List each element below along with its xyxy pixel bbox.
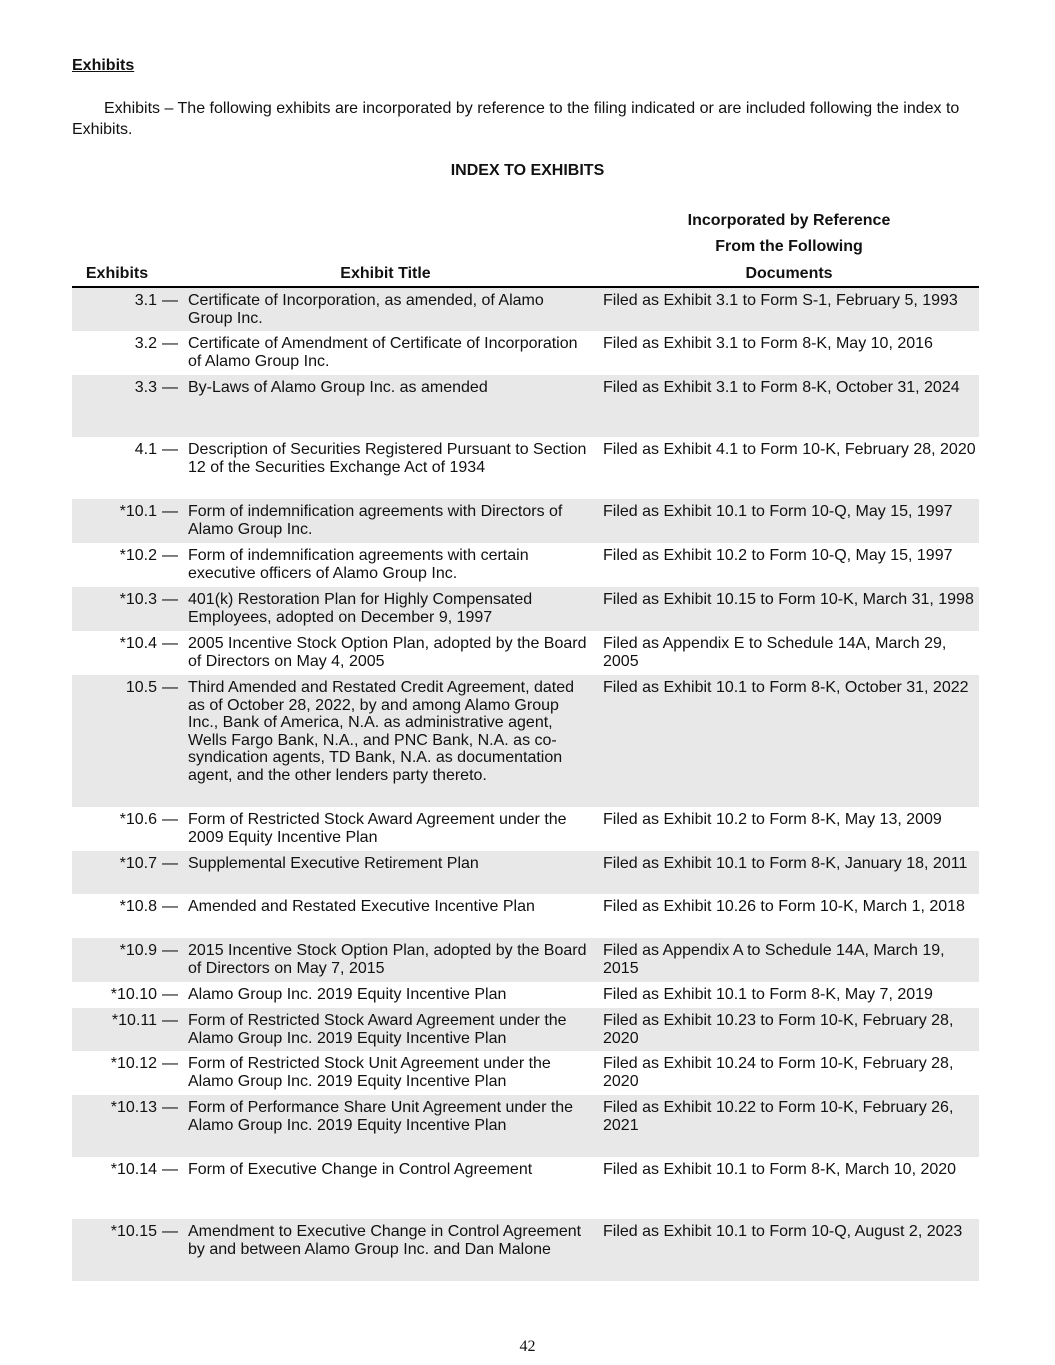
page-number: 42 [519,1338,536,1355]
table-row [72,437,979,499]
dash: — [162,942,178,959]
exhibit-reference: Filed as Exhibit 10.24 to Form 10-K, February 28, 2020 [603,1055,954,1090]
exhibit-reference: Filed as Exhibit 10.1 to Form 8-K, March 10, 2020 [603,1161,957,1178]
exhibit-number: *10.12 [110,1055,157,1072]
dash: — [162,292,178,309]
table-row [72,499,979,543]
exhibit-title: Amendment to Executive Change in Control Agreement by and between Alamo Group Inc. and Dan Malone [188,1223,582,1258]
exhibit-number: *10.15 [110,1223,157,1240]
exhibit-reference: Filed as Exhibit 4.1 to Form 10-K, February 28, 2020 [603,441,976,458]
exhibit-title: Form of indemnification agreements with certain executive officers of Alamo Group Inc. [188,547,529,582]
dash: — [162,811,178,828]
exhibit-reference: Filed as Exhibit 10.15 to Form 10-K, March 31, 1998 [603,591,974,608]
table-row [72,894,979,938]
exhibit-reference: Filed as Exhibit 10.2 to Form 10-Q, May 15, 1997 [603,547,953,564]
dash: — [162,335,178,352]
dash: — [162,898,178,915]
exhibit-reference: Filed as Exhibit 10.23 to Form 10-K, February 28, 2020 [603,1012,954,1047]
exhibit-title: Supplemental Executive Retirement Plan [188,855,479,872]
header-docs-line3: Documents [745,265,833,282]
exhibit-title: Form of Restricted Stock Award Agreement under the Alamo Group Inc. 2019 Equity Incentive Plan [188,1012,567,1047]
exhibit-title: Alamo Group Inc. 2019 Equity Incentive Plan [188,986,507,1003]
dash: — [162,1099,178,1116]
exhibit-number: *10.7 [119,855,157,872]
header-exhibit-title: Exhibit Title [340,265,431,282]
exhibit-number: *10.10 [110,986,157,1003]
table-row [72,675,979,807]
exhibit-number: 3.3 [134,379,157,396]
index-title: INDEX TO EXHIBITS [450,162,605,179]
exhibit-title: Third Amended and Restated Credit Agreement, dated as of October 28, 2022, by and among Alamo Group Inc., Bank of America, N.A. as administrative agent, Wells Fargo Bank, N.A., and PNC Bank, N.A. as co-syndication agents, TD Bank, N.A. as documentation agent, and the other lenders party thereto. [188,679,575,784]
exhibit-number: 3.1 [134,292,157,309]
exhibit-number: *10.1 [119,503,157,520]
table-row [72,587,979,631]
exhibit-title: Amended and Restated Executive Incentive Plan [188,898,535,915]
exhibit-number: *10.13 [110,1099,157,1116]
exhibit-title: 401(k) Restoration Plan for Highly Compensated Employees, adopted on December 9, 1997 [188,591,533,626]
exhibit-title: Description of Securities Registered Pursuant to Section 12 of the Securities Exchange Act of 1934 [188,441,587,476]
table-row [72,938,979,982]
dash: — [162,1223,178,1240]
exhibit-title: Certificate of Incorporation, as amended, of Alamo Group Inc. [188,292,544,327]
exhibit-title: Form of Performance Share Unit Agreement under the Alamo Group Inc. 2019 Equity Incentive Plan [188,1099,574,1134]
exhibit-title: Certificate of Amendment of Certificate of Incorporation of Alamo Group Inc. [188,335,578,370]
exhibit-title: Form of Restricted Stock Award Agreement under the 2009 Equity Incentive Plan [188,811,567,846]
exhibit-number: *10.11 [111,1012,157,1029]
exhibit-reference: Filed as Exhibit 10.22 to Form 10-K, February 26, 2021 [603,1099,954,1134]
table-row [72,1008,979,1051]
exhibit-number: 10.5 [125,679,157,696]
exhibit-number: *10.4 [119,635,157,652]
dash: — [162,503,178,520]
exhibit-reference: Filed as Exhibit 3.1 to Form S-1, February 5, 1993 [603,292,958,309]
exhibit-reference: Filed as Appendix E to Schedule 14A, March 29, 2005 [603,635,947,670]
exhibit-reference: Filed as Exhibit 3.1 to Form 8-K, October 31, 2024 [603,379,960,396]
header-exhibits: Exhibits [85,265,149,282]
section-heading: Exhibits [72,57,135,74]
exhibit-number: *10.14 [110,1161,157,1178]
table-row [72,982,979,1008]
dash: — [162,986,178,1003]
exhibit-number: *10.6 [119,811,157,828]
intro-paragraph: Exhibits – The following exhibits are incorporated by reference to the filing indicated or are included following the index to Exhibits. [72,100,960,138]
table-row [72,375,979,437]
header-docs-line2: From the Following [715,238,863,255]
table-row [72,1051,979,1095]
dash: — [162,591,178,608]
exhibit-reference: Filed as Exhibit 10.1 to Form 8-K, May 7, 2019 [603,986,933,1003]
dash: — [162,1012,178,1029]
table-row [72,1095,979,1157]
dash: — [162,679,178,696]
dash: — [162,1055,178,1072]
exhibit-title: 2015 Incentive Stock Option Plan, adopted by the Board of Directors on May 7, 2015 [188,942,587,977]
exhibit-title: Form of indemnification agreements with Directors of Alamo Group Inc. [188,503,563,538]
table-row [72,807,979,851]
exhibits-table [72,288,979,1281]
exhibit-number: 4.1 [134,441,157,458]
table-row [72,851,979,894]
exhibit-title: By-Laws of Alamo Group Inc. as amended [188,379,488,396]
exhibit-reference: Filed as Exhibit 10.2 to Form 8-K, May 13, 2009 [603,811,942,828]
exhibit-reference: Filed as Exhibit 10.1 to Form 10-Q, August 2, 2023 [603,1223,963,1240]
exhibit-number: *10.3 [119,591,157,608]
exhibit-number: *10.2 [119,547,157,564]
dash: — [162,441,178,458]
exhibit-reference: Filed as Exhibit 10.1 to Form 8-K, October 31, 2022 [603,679,969,696]
dash: — [162,1161,178,1178]
dash: — [162,635,178,652]
exhibit-reference: Filed as Exhibit 10.1 to Form 10-Q, May 15, 1997 [603,503,953,520]
exhibit-title: Form of Executive Change in Control Agreement [188,1161,533,1178]
table-row [72,331,979,375]
exhibit-reference: Filed as Exhibit 10.1 to Form 8-K, January 18, 2011 [603,855,968,872]
exhibit-number: 3.2 [134,335,157,352]
table-row [72,543,979,587]
header-docs-line1: Incorporated by Reference [687,212,891,229]
exhibit-title: 2005 Incentive Stock Option Plan, adopted by the Board of Directors on May 4, 2005 [188,635,587,670]
exhibit-reference: Filed as Exhibit 3.1 to Form 8-K, May 10, 2016 [603,335,933,352]
table-row [72,1219,979,1281]
dash: — [162,379,178,396]
exhibit-reference: Filed as Exhibit 10.26 to Form 10-K, March 1, 2018 [603,898,965,915]
dash: — [162,547,178,564]
exhibit-number: *10.9 [119,942,157,959]
exhibit-reference: Filed as Appendix A to Schedule 14A, March 19, 2015 [603,942,945,977]
table-row [72,288,979,331]
exhibit-title: Form of Restricted Stock Unit Agreement under the Alamo Group Inc. 2019 Equity Incentive Plan [188,1055,551,1090]
exhibit-number: *10.8 [119,898,157,915]
table-row [72,631,979,675]
dash: — [162,855,178,872]
table-row [72,1157,979,1219]
